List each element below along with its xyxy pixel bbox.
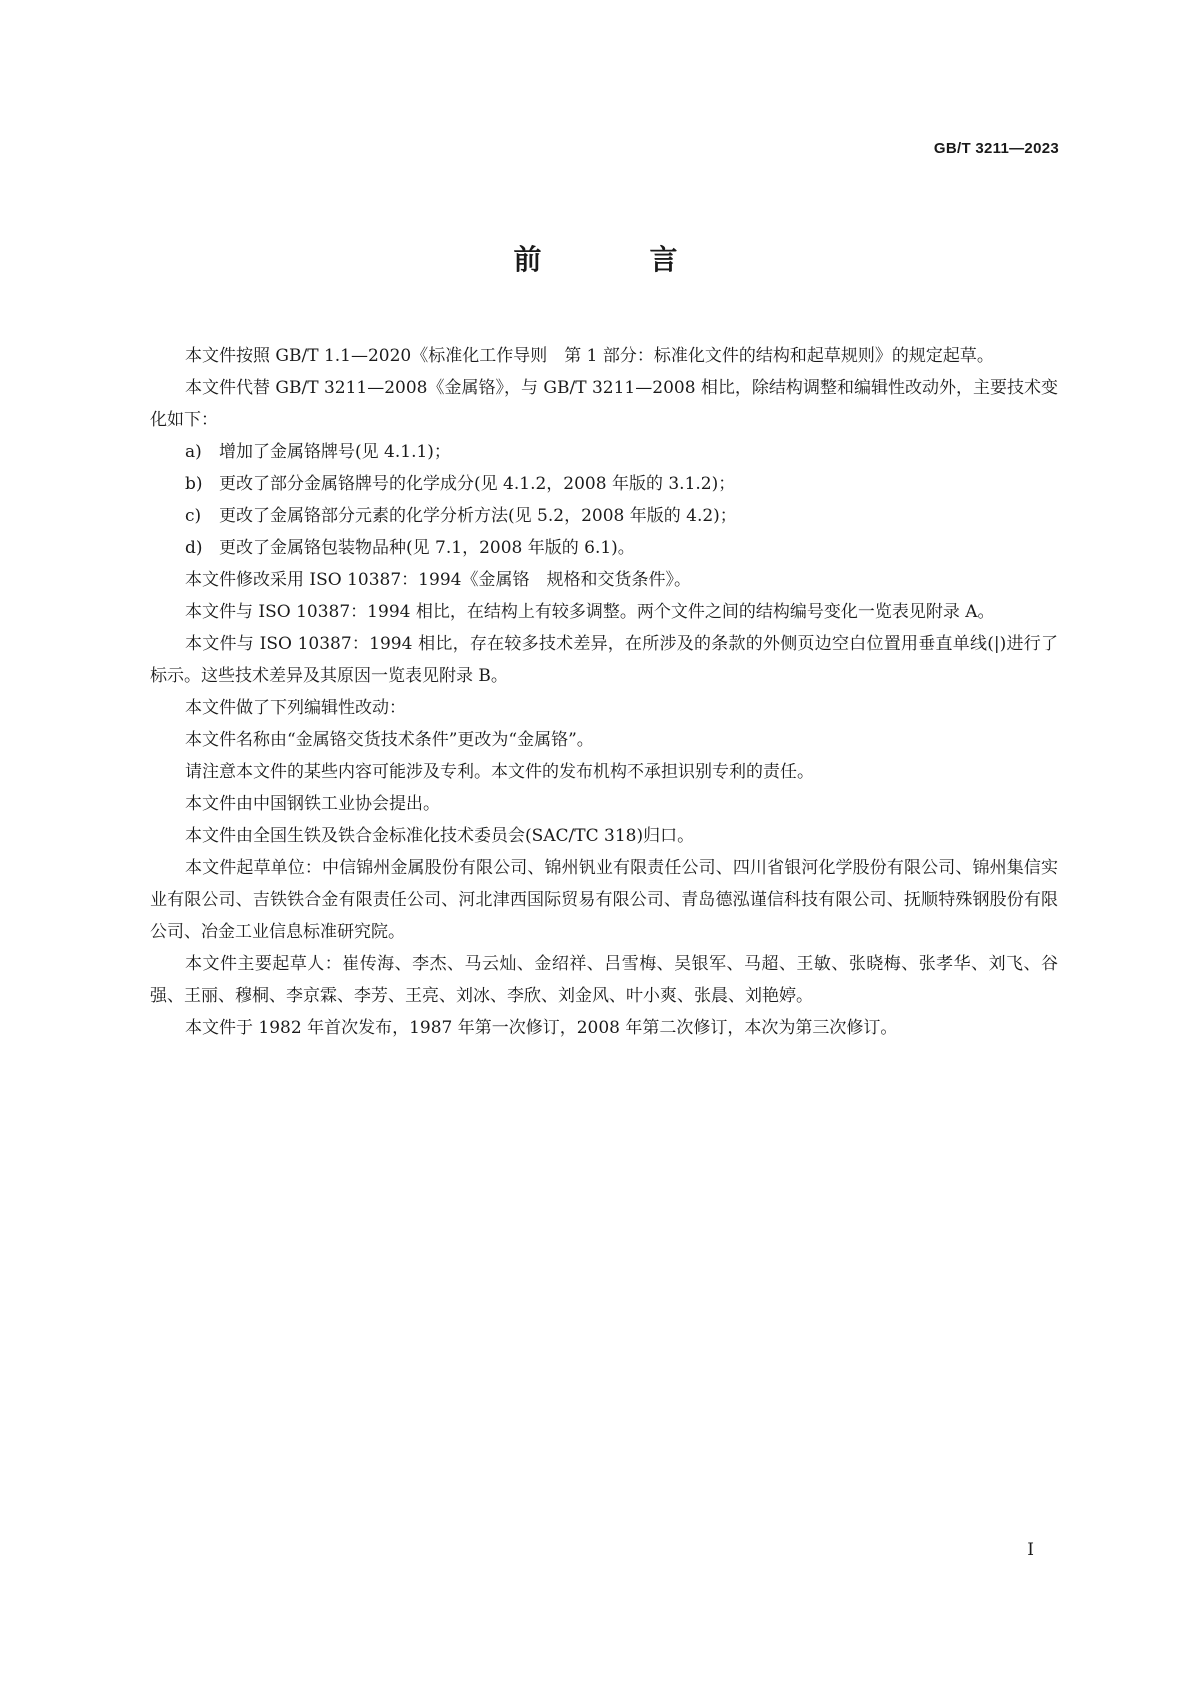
document-code: GB/T 3211—2023	[933, 140, 1059, 157]
paragraph-name-change: 本文件名称由“金属铬交货技术条件”更改为“金属铬”。	[185, 730, 594, 750]
change-item	[150, 436, 1058, 468]
item-marker: b)	[185, 474, 203, 494]
paragraph-drafting-units: 本文件起草单位：中信锦州金属股份有限公司、锦州钒业有限责任公司、四川省银河化学股份有限公司、锦州集信实业有限公司、吉铁铁合金有限责任公司、河北津西国际贸易有限公司、青岛德泓谨信科技有限公司、抚顺特殊钢股份有限公司、冶金工业信息标准研究院。	[150, 858, 1058, 942]
paragraph-committee: 本文件由全国生铁及铁合金标准化技术委员会(SAC/TC 318)归口。	[185, 826, 695, 846]
change-item	[150, 468, 1058, 500]
item-text: 更改了金属铬包装物品种(见 7.1，2008 年版的 6.1)。	[219, 538, 635, 558]
document-body	[150, 340, 1058, 1044]
paragraph-technical-diff: 本文件与 ISO 10387：1994 相比，存在较多技术差异，在所涉及的条款的外侧页边空白位置用垂直单线(|)进行了标示。这些技术差异及其原因一览表见附录 B。	[150, 634, 1058, 686]
page-number: I	[1027, 1540, 1034, 1560]
paragraph-drafters: 本文件主要起草人：崔传海、李杰、马云灿、金绍祥、吕雪梅、吴银军、马超、王敏、张晓梅、张孝华、刘飞、谷强、王丽、穆桐、李京霖、李芳、王亮、刘冰、李欣、刘金风、叶小爽、张晨、刘艳婷。	[150, 954, 1058, 1006]
item-marker: a)	[185, 442, 202, 462]
change-item	[150, 532, 1058, 564]
paragraph-editorial-intro: 本文件做了下列编辑性改动：	[185, 698, 406, 718]
paragraph-iso-adoption: 本文件修改采用 ISO 10387：1994《金属铬 规格和交货条件》。	[185, 570, 691, 590]
item-marker: c)	[185, 506, 202, 526]
item-marker: d)	[185, 538, 203, 558]
item-text: 更改了部分金属铬牌号的化学成分(见 4.1.2，2008 年版的 3.1.2)；	[219, 474, 736, 494]
item-text: 更改了金属铬部分元素的化学分析方法(见 5.2，2008 年版的 4.2)；	[219, 506, 737, 526]
change-item	[150, 500, 1058, 532]
paragraph-history: 本文件于 1982 年首次发布，1987 年第一次修订，2008 年第二次修订，本次为第三次修订。	[185, 1018, 898, 1038]
paragraph-proposer: 本文件由中国钢铁工业协会提出。	[185, 794, 440, 814]
paragraph-drafting-rules: 本文件按照 GB/T 1.1—2020《标准化工作导则 第 1 部分：标准化文件的结构和起草规则》的规定起草。	[185, 346, 994, 366]
paragraph-patent-notice: 请注意本文件的某些内容可能涉及专利。本文件的发布机构不承担识别专利的责任。	[185, 762, 814, 782]
paragraph-structure-diff: 本文件与 ISO 10387：1994 相比，在结构上有较多调整。两个文件之间的结构编号变化一览表见附录 A。	[185, 602, 995, 622]
item-text: 增加了金属铬牌号(见 4.1.1)；	[219, 442, 451, 462]
paragraph-replacement: 本文件代替 GB/T 3211—2008《金属铬》，与 GB/T 3211—2008 相比，除结构调整和编辑性改动外，主要技术变化如下：	[150, 378, 1058, 430]
page-title: 前 言	[513, 243, 718, 276]
